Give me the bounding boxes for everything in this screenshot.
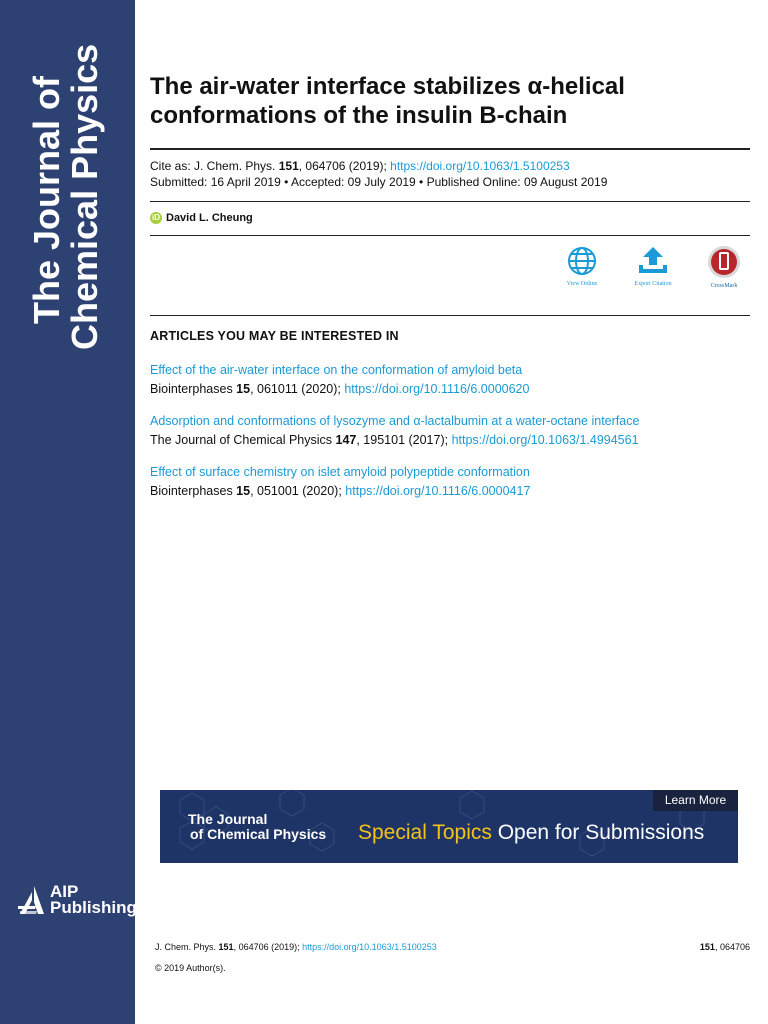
related-source-volume: 15 [236,484,251,498]
crossmark-icon [707,245,741,279]
page-footer [155,941,750,954]
footer-cite-prefix: J. Chem. Phys. [155,942,219,952]
divider-tools [150,315,750,316]
author-name[interactable]: David L. Cheung [166,212,253,224]
journal-name-line1: The Journal of [26,76,67,325]
article-title [150,72,750,130]
related-source-rest: , 051001 (2020); [250,484,346,498]
related-articles-heading: ARTICLES YOU MAY BE INTERESTED IN [150,329,399,343]
cite-volume: 151 [278,159,299,173]
aip-publishing-logo[interactable] [16,884,137,916]
article-doi-link[interactable]: https://doi.org/10.1063/1.5100253 [390,159,570,173]
footer-page-volume: 151 [699,942,715,952]
orcid-icon[interactable]: iD [152,213,160,222]
globe-icon [566,245,598,277]
related-doi-link[interactable]: https://doi.org/10.1116/6.0000620 [344,382,530,396]
citation-block [150,158,750,190]
export-citation-label: Export Citation [634,281,672,287]
related-source-journal: Biointerphases [150,382,237,396]
related-article-title[interactable]: Effect of the air-water interface on the conformation of amyloid beta [150,363,523,377]
aip-text-line1: AIP [50,882,79,901]
banner-open-text: Open for Submissions [491,821,705,844]
footer-cite-volume: 151 [218,942,234,952]
crossmark-button[interactable] [694,245,754,289]
related-article-source [150,380,750,399]
related-article-title[interactable]: Adsorption and conformations of lysozyme and α-lactalbumin at a water-octane interface [150,414,640,428]
journal-sidebar [0,0,135,1024]
view-online-label: View Online [566,281,598,287]
author-line [150,212,253,224]
banner-special-topics: Special Topics [358,821,492,844]
article-title-line2: conformations of the insulin B-chain [150,102,568,129]
related-source-volume: 147 [335,433,357,447]
export-icon [635,245,671,277]
banner-headline [358,821,704,845]
aip-text-line2: Publishing [50,898,137,917]
divider-dates [150,201,750,202]
crossmark-label: CrossMark [710,283,738,289]
related-article-title[interactable]: Effect of surface chemistry on islet amyloid polypeptide conformation [150,465,530,479]
related-source-rest: , 061011 (2020); [250,382,345,396]
related-doi-link[interactable]: https://doi.org/10.1063/1.4994561 [451,433,639,447]
related-article-3 [150,463,750,501]
cite-rest: , 064706 (2019); [298,159,391,173]
export-citation-button[interactable] [623,245,683,287]
footer-doi-link[interactable]: https://doi.org/10.1063/1.5100253 [302,942,437,952]
divider-top [150,148,750,150]
banner-journal-line2: of Chemical Physics [190,826,327,842]
article-title-line1: The air-water interface stabilizes α-helical [150,73,625,100]
journal-name-vertical [26,43,108,350]
related-source-volume: 15 [236,382,251,396]
view-online-button[interactable] [552,245,612,287]
learn-more-button[interactable]: Learn More [653,790,738,811]
copyright-notice: © 2019 Author(s). [155,963,226,973]
related-article-2 [150,412,750,450]
related-source-journal: The Journal of Chemical Physics [150,433,336,447]
footer-page-rest: , 064706 [714,942,750,952]
article-dates: Submitted: 16 April 2019 • Accepted: 09 July 2019 • Published Online: 09 August 2019 [150,175,608,189]
related-doi-link[interactable]: https://doi.org/10.1116/6.0000417 [345,484,531,498]
divider-author [150,235,750,236]
special-topics-banner[interactable] [160,790,738,863]
related-source-rest: , 195101 (2017); [356,433,452,447]
footer-page-id [700,941,750,954]
aip-logo-icon [16,884,46,916]
banner-journal-line1: The Journal [188,811,268,827]
related-article-1 [150,361,750,399]
footer-cite-rest: , 064706 (2019); [233,942,303,952]
related-article-source [150,482,750,501]
related-article-source [150,431,750,450]
related-source-journal: Biointerphases [150,484,237,498]
journal-name-line2: Chemical Physics [64,43,105,350]
cite-prefix: Cite as: J. Chem. Phys. [150,159,279,173]
banner-journal-name [188,812,326,842]
